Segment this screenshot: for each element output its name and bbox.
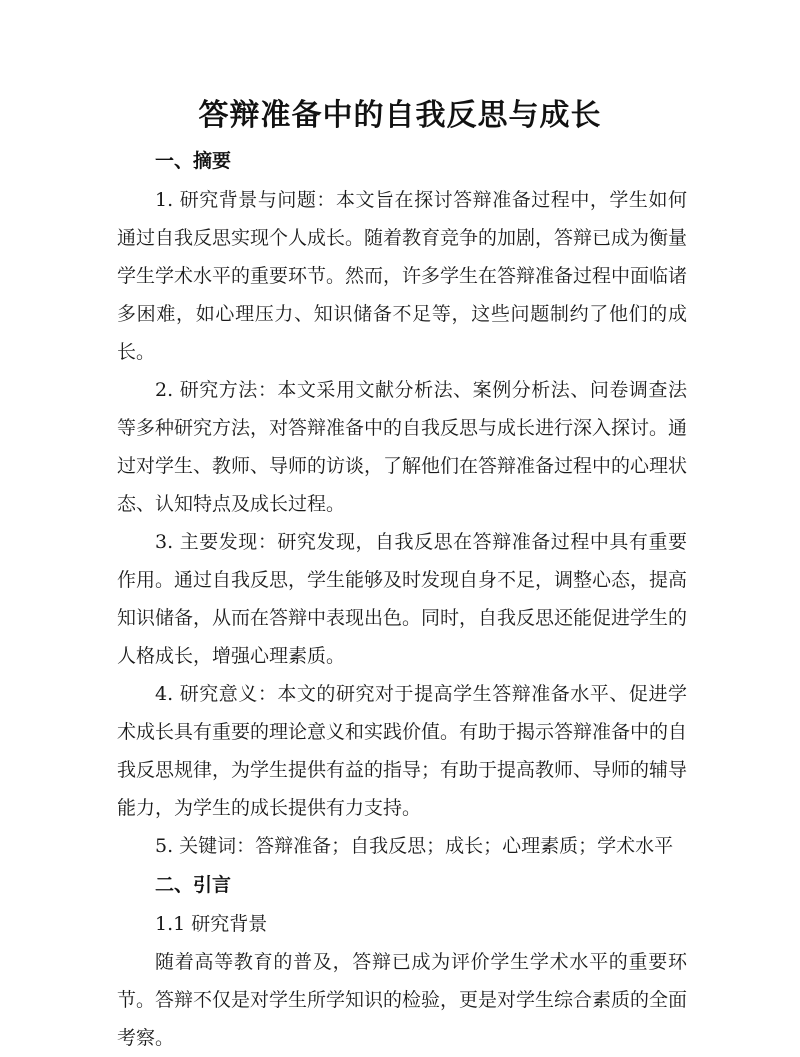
subsection-heading-research-background: 1.1 研究背景 — [155, 913, 268, 935]
document-title: 答辩准备中的自我反思与成长 — [198, 98, 602, 133]
paragraph-research-background: 1. 研究背景与问题：本文旨在探讨答辩准备过程中，学生如何通过自我反思实现个人成长。随着教育竞争的加剧，答辩已成为衡量学生学术水平的重要环节。然而，许多学生在答辩准备过程中面临诸多困难，如心理压力、知识储备不足等，这些问题制约了他们的成长。 — [117, 189, 688, 363]
section-heading-introduction: 二、引言 — [155, 874, 232, 896]
paragraph-main-findings: 3. 主要发现：研究发现，自我反思在答辩准备过程中具有重要作用。通过自我反思，学生能够及时发现自身不足，调整心态，提高知识储备，从而在答辩中表现出色。同时，自我反思还能促进学生的人格成长，增强心理素质。 — [117, 531, 688, 667]
paragraph-introduction: 随着高等教育的普及，答辩已成为评价学生学术水平的重要环节。答辩不仅是对学生所学知识的检验，更是对学生综合素质的全面考察。 — [117, 951, 688, 1049]
section-heading-abstract: 一、摘要 — [155, 150, 232, 172]
document-body — [117, 141, 687, 1057]
keywords-line: 5. 关键词：答辩准备；自我反思；成长；心理素质；学术水平 — [155, 835, 674, 857]
paragraph-research-method: 2. 研究方法：本文采用文献分析法、案例分析法、问卷调查法等多种研究方法，对答辩准备中的自我反思与成长进行深入探讨。通过对学生、教师、导师的访谈，了解他们在答辩准备过程中的心理状态、认知特点及成长过程。 — [117, 379, 688, 515]
paragraph-research-significance: 4. 研究意义：本文的研究对于提高学生答辩准备水平、促进学术成长具有重要的理论意义和实践价值。有助于揭示答辩准备中的自我反思规律，为学生提供有益的指导；有助于提高教师、导师的辅导能力，为学生的成长提供有力支持。 — [117, 683, 688, 819]
